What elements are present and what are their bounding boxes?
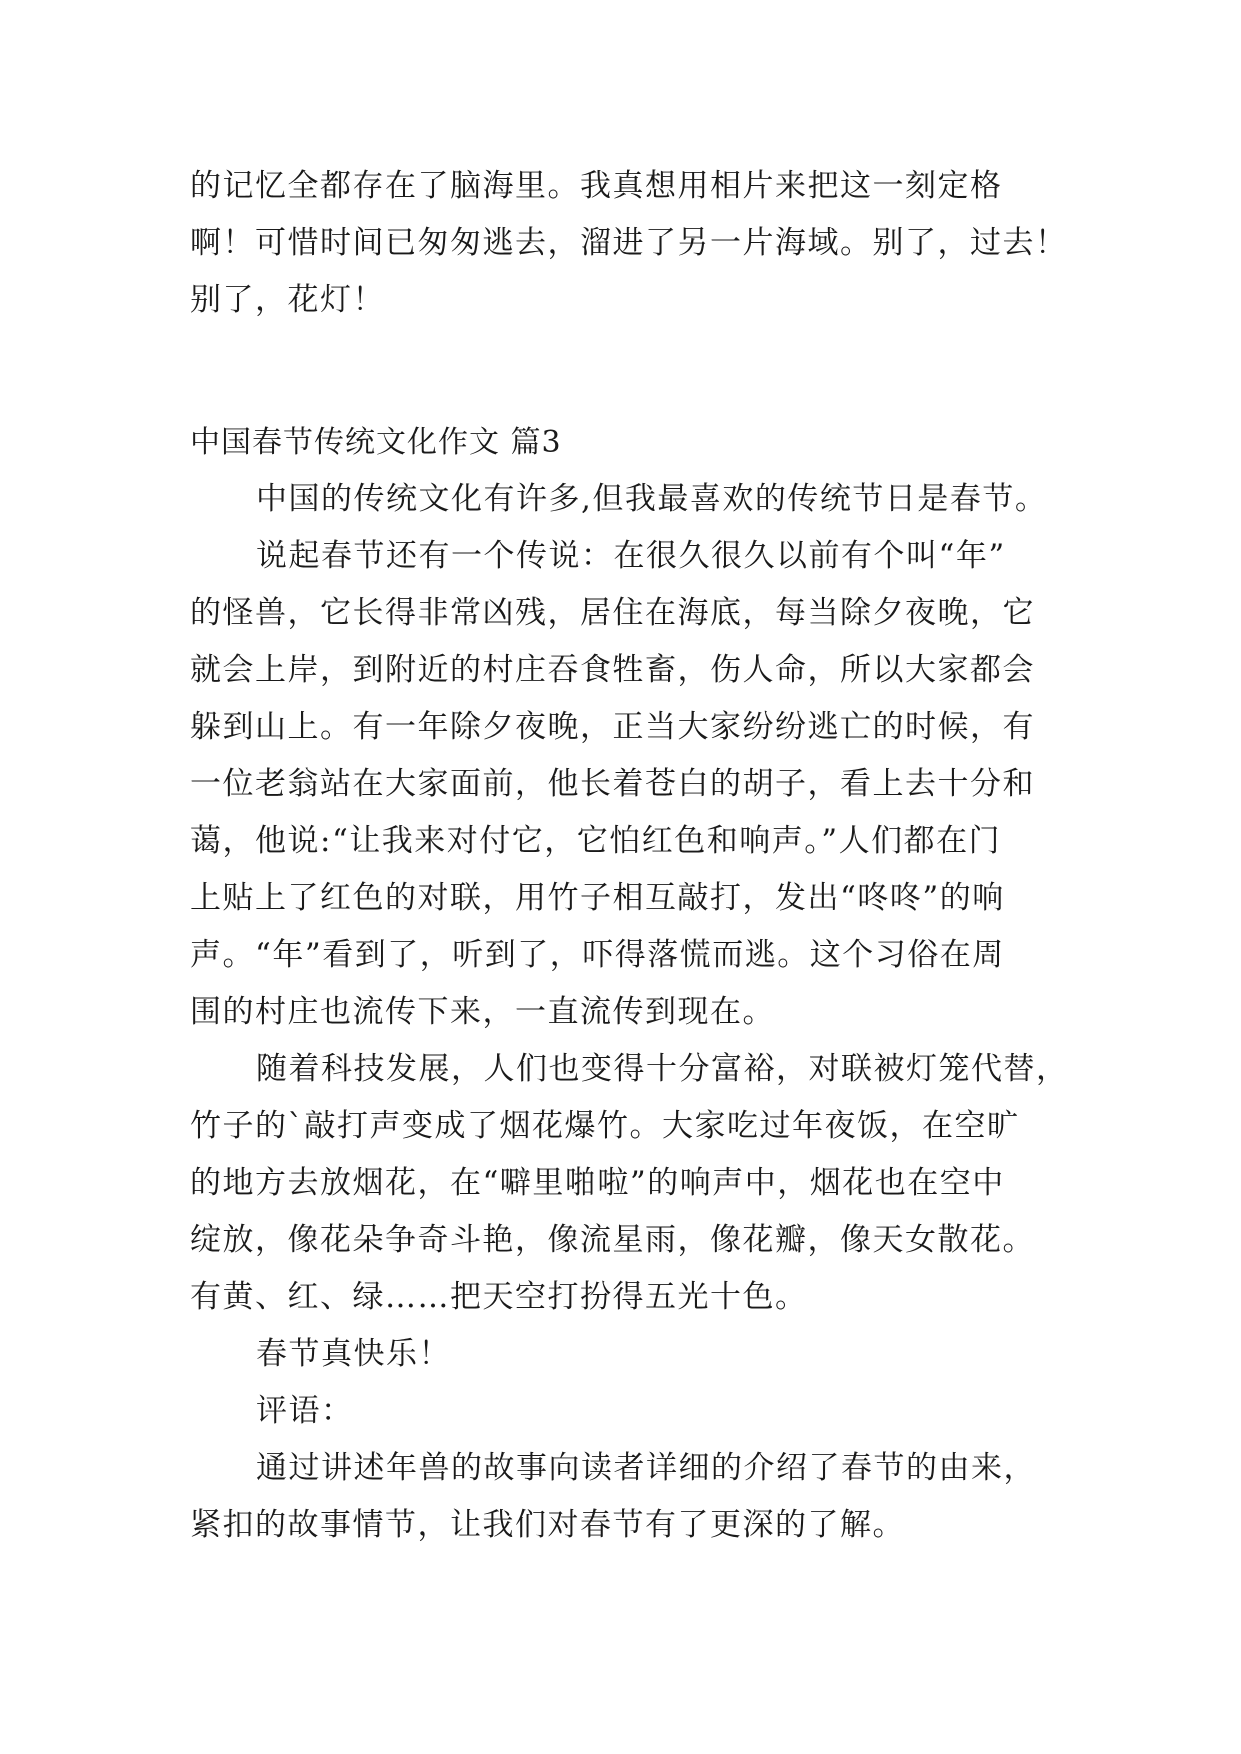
- paragraph-line: 中国的传统文化有许多,但我最喜欢的传统节日是春节。: [256, 481, 1048, 517]
- paragraph-line: 紧扣的故事情节，让我们对春节有了更深的了解。: [190, 1507, 905, 1543]
- paragraph-line: 一位老翁站在大家面前，他长着苍白的胡子，看上去十分和: [190, 766, 1035, 802]
- comment-label-paragraph: [190, 1383, 1070, 1440]
- comment-label: 评语：: [256, 1393, 354, 1429]
- paragraph-line: 别了，花灯！: [190, 282, 385, 318]
- paragraph-line: 的地方去放烟花，在“噼里啪啦”的响声中，烟花也在空中: [190, 1165, 1005, 1201]
- paragraph-line: 就会上岸，到附近的村庄吞食牲畜，伤人命，所以大家都会: [190, 652, 1035, 688]
- paragraph-line: 有黄、红、绿……把天空打扮得五光十色。: [190, 1279, 808, 1315]
- paragraph-line: 通过讲述年兽的故事向读者详细的介绍了春节的由来，: [256, 1450, 1036, 1486]
- paragraph-line: 竹子的`敲打声变成了烟花爆竹。大家吃过年夜饭，在空旷: [190, 1108, 1020, 1144]
- paragraph-line: 随着科技发展，人们也变得十分富裕，对联被灯笼代替，: [256, 1051, 1069, 1087]
- comment-paragraph: [190, 1440, 1070, 1554]
- paragraph-line: 啊！可惜时间已匆匆逃去，溜进了另一片海域。别了，过去！: [190, 225, 1068, 261]
- paragraph-line: 说起春节还有一个传说：在很久很久以前有个叫“年”: [256, 538, 1006, 574]
- paragraph-line: 围的村庄也流传下来，一直流传到现在。: [190, 994, 775, 1030]
- document-page: [190, 158, 1070, 1554]
- paragraph-line: 绽放，像花朵争奇斗艳，像流星雨，像花瓣，像天女散花。: [190, 1222, 1035, 1258]
- paragraph-line: 春节真快乐！: [256, 1336, 451, 1372]
- paragraph: [190, 528, 1070, 1041]
- paragraph-line: 的记忆全都存在了脑海里。我真想用相片来把这一刻定格: [190, 168, 1003, 204]
- paragraph-line: 蔼，他说:“让我来对付它，它怕红色和响声。”人们都在门: [190, 823, 1002, 859]
- continued-paragraph: [190, 158, 1070, 329]
- paragraph-line: 的怪兽，它长得非常凶残，居住在海底，每当除夕夜晚，它: [190, 595, 1035, 631]
- paragraph-line: 声。“年”看到了，听到了，吓得落慌而逃。这个习俗在周: [190, 937, 1005, 973]
- section-heading: 中国春节传统文化作文 篇3: [190, 425, 562, 460]
- paragraph: [190, 1326, 1070, 1383]
- paragraph: [190, 1041, 1070, 1326]
- paragraph: [190, 471, 1070, 528]
- paragraph-line: 上贴上了红色的对联，用竹子相互敲打，发出“咚咚”的响: [190, 880, 1005, 916]
- paragraph-line: 躲到山上。有一年除夕夜晚，正当大家纷纷逃亡的时候，有: [190, 709, 1035, 745]
